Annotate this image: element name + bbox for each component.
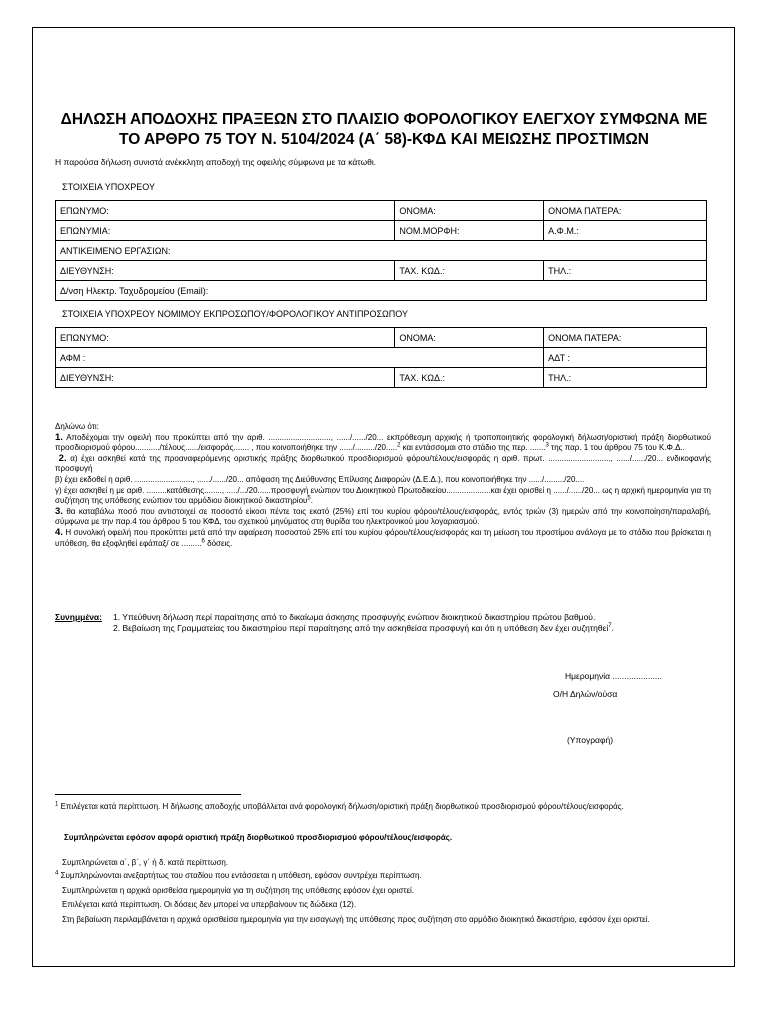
item-number: 3. <box>55 505 63 517</box>
declaration-item-3 <box>55 507 711 528</box>
footnote-4 <box>55 870 715 881</box>
attachment-text: . <box>611 623 615 633</box>
declaration-item-2c <box>55 486 711 507</box>
attachment-text: 2. Βεβαίωση της Γραμματείας του δικαστηρίου περί παραίτησης από την ασκηθείσα προσφυγή και ότι η υπόθεση δεν έχει συζητηθεί <box>113 623 609 633</box>
attachment-item <box>113 623 715 634</box>
obligor-afm-field[interactable]: Α.Φ.Μ.: <box>544 221 707 241</box>
obligor-activity-field[interactable]: ΑΝΤΙΚΕΙΜΕΝΟ ΕΡΓΑΣΙΩΝ: <box>56 241 707 261</box>
table-row <box>56 348 707 368</box>
footnote-6: Επιλέγεται κατά περίπτωση. Οι δόσεις δεν μπορεί να υπερβαίνουν τις δώδεκα (12). <box>62 900 357 909</box>
declaration-item-4 <box>55 528 711 549</box>
footnote-divider <box>55 794 241 795</box>
attachment-item: 1. Υπεύθυνη δήλωση περί παραίτησης από το δικαίωμα άσκησης προσφυγής ενώπιον διοικητικού δικαστηρίου πρώτου βαθμού. <box>113 612 596 622</box>
table-row <box>56 221 707 241</box>
footnote-number: 1 <box>55 801 59 808</box>
item-number: 4. <box>55 526 63 538</box>
rep-postcode-field[interactable]: ΤΑΧ. ΚΩΔ.: <box>395 368 544 388</box>
rep-surname-field[interactable]: ΕΠΩΝΥΜΟ: <box>56 328 395 348</box>
footnote-ref: 6 <box>201 537 205 544</box>
obligor-name-field[interactable]: ΟΝΟΜΑ: <box>395 201 544 221</box>
representative-table <box>55 327 707 388</box>
item-number: 2. <box>58 452 67 464</box>
representative-heading: ΣΤΟΙΧΕΙΑ ΥΠΟΧΡΕΟΥ ΝΟΜΙΜΟΥ ΕΚΠΡΟΣΩΠΟΥ/ΦΟΡΟΛΟΓΙΚΟΥ ΑΝΤΙΠΡΟΣΩΠΟΥ <box>62 309 408 319</box>
table-row <box>56 261 707 281</box>
footnote-text: Συμπληρώνονται ανεξαρτήτως του σταδίου που εντάσσεται η υπόθεση, εφόσον συντρέχει περίπτωση. <box>58 871 422 880</box>
declaration-heading: Δηλώνω ότι: <box>55 422 99 431</box>
table-row <box>56 241 707 261</box>
item-text: γ) έχει ασκηθεί η με αριθ. .........κατάθεσης........, ...../.../20......προσφυγή ενώπιον του Διοικητικού Πρωτοδικείου....................και έχει ορισθεί η ....../....../20... ως η αρχική ημερομηνία για τη συζήτηση της υπόθεσης ενώπιον του αρμόδιου διοικητικού δικαστηρίου <box>55 485 711 506</box>
obligor-father-field[interactable]: ΟΝΟΜΑ ΠΑΤΕΡΑ: <box>544 201 707 221</box>
obligor-table <box>55 200 707 301</box>
intro-text: Η παρούσα δήλωση συνιστά ανέκκλητη αποδοχή της οφειλής σύμφωνα με τα κάτωθι. <box>55 157 377 167</box>
table-row <box>56 201 707 221</box>
title-line-1: ΔΗΛΩΣΗ ΑΠΟΔΟΧΗΣ ΠΡΑΞΕΩΝ ΣΤΟ ΠΛΑΙΣΙΟ ΦΟΡΟΛΟΓΙΚΟΥ ΕΛΕΓΧΟΥ ΣΥΜΦΩΝΑ ΜΕ <box>60 111 708 128</box>
item-text: της παρ. 1 του άρθρου 75 του Κ.Φ.Δ.. <box>548 443 685 453</box>
document-title <box>40 110 728 150</box>
table-row <box>56 328 707 348</box>
footnote-ref: 2 <box>397 442 401 449</box>
footnote-text: Επιλέγεται κατά περίπτωση. Η δήλωσης αποδοχής υποβάλλεται ανά φορολογική δήλωση/οριστική πράξη διορθωτικού προσδιορισμού φόρου/τέλους/εισφοράς. <box>58 802 624 811</box>
declaration-section <box>55 422 711 549</box>
declarant-label: Ο/Η Δηλών/ούσα <box>553 689 618 699</box>
declaration-item-2a <box>55 454 711 475</box>
rep-address-field[interactable]: ΔΙΕΥΘΥΝΣΗ: <box>56 368 395 388</box>
footnote-7: Στη βεβαίωση περιλαμβάνεται η αρχικά ορισθείσα ημερομηνία για την εισαγωγή της υπόθεσης προς συζήτηση στο αρμόδιο διοικητικό δικαστήριο, εφόσον έχει οριστεί. <box>62 915 650 924</box>
rep-phone-field[interactable]: ΤΗΛ.: <box>544 368 707 388</box>
obligor-company-field[interactable]: ΕΠΩΝΥΜΙΑ: <box>56 221 395 241</box>
declaration-item-1 <box>55 433 711 454</box>
item-text: . <box>310 496 313 506</box>
footnote-1 <box>55 801 715 812</box>
item-text: δόσεις. <box>204 538 233 548</box>
attachments-section <box>55 612 715 634</box>
obligor-legal-form-field[interactable]: ΝΟΜ.ΜΟΡΦΗ: <box>395 221 544 241</box>
footnote-ref: 5 <box>307 495 311 502</box>
obligor-phone-field[interactable]: ΤΗΛ.: <box>544 261 707 281</box>
table-row <box>56 281 707 301</box>
attachments-label: Συνημμένα: <box>55 612 102 622</box>
item-text: θα καταβάλω ποσό που αντιστοιχεί σε ποσοστό είκοσι πέντε τοις εκατό (25%) επί του κυρίου φόρου/τέλους/εισφοράς, εντός τριών (3) ημερών από την κοινοποίηση/παραλαβή, σύμφωνα με την παρ.4 του άρθρου 5 του ΚΦΔ, του σχετικού μηνύματος στη θυρίδα του ηλεκτρονικού μου λογαριασμού. <box>55 506 711 527</box>
signature-placeholder[interactable]: (Υπογραφή) <box>567 735 614 745</box>
rep-afm-field[interactable]: ΑΦΜ : <box>56 348 544 368</box>
footnote-ref: 7 <box>608 623 612 630</box>
footnote-ref: 3 <box>545 442 549 449</box>
item-text: και εντάσσομαι στο στάδιο της περ. ....... <box>400 443 546 453</box>
date-line[interactable]: Ημερομηνία ..................... <box>565 671 663 681</box>
obligor-address-field[interactable]: ΔΙΕΥΘΥΝΣΗ: <box>56 261 395 281</box>
obligor-surname-field[interactable]: ΕΠΩΝΥΜΟ: <box>56 201 395 221</box>
item-text: α) έχει ασκηθεί κατά της προαναφερόμενης οριστικής πράξης διορθωτικού προσδιορισμού φόρου/τέλους/εισφοράς η αριθ. πρωτ. ............................, ....../....../20... ενδικοφανής προσφυγή <box>55 453 712 474</box>
obligor-heading: ΣΤΟΙΧΕΙΑ ΥΠΟΧΡΕΟΥ <box>62 182 155 192</box>
footnote-3: Συμπληρώνεται α΄, β΄, γ΄ ή δ. κατά περίπτωση. <box>62 858 229 867</box>
obligor-postcode-field[interactable]: ΤΑΧ. ΚΩΔ.: <box>395 261 544 281</box>
declaration-item-2b: β) έχει εκδοθεί η αριθ. .........................., ....../....../20... απόφαση της Διεύθυνσης Επίλυσης Διαφορών (Δ.Ε.Δ.), που κοινοποιήθηκε την ....../........./20.... <box>55 474 585 484</box>
rep-father-field[interactable]: ΟΝΟΜΑ ΠΑΤΕΡΑ: <box>544 328 707 348</box>
item-text: Αποδέχομαι την οφειλή που προκύπτει από την αριθ. ............................, ....../....../20... εκπρόθεσμη αρχικής ή τροποποιητικής φορολογική δήλωση/οριστική πράξη διορθωτικού προσδιορισμού φόρου.........../τέλους....../εισφοράς....... , που κοινοποιήθηκε την ....../........./20..... <box>55 432 711 453</box>
table-row <box>56 368 707 388</box>
footnote-5: Συμπληρώνεται η αρχικά ορισθείσα ημερομηνία για τη συζήτηση της υπόθεσης εφόσον έχει οριστεί. <box>62 886 415 895</box>
rep-adt-field[interactable]: ΑΔΤ : <box>544 348 707 368</box>
rep-name-field[interactable]: ΟΝΟΜΑ: <box>395 328 544 348</box>
obligor-email-field[interactable]: Δ/νση Ηλεκτρ. Ταχυδρομείου (Email): <box>56 281 707 301</box>
title-line-2: ΤΟ ΑΡΘΡΟ 75 ΤΟΥ Ν. 5104/2024 (Α΄ 58)-ΚΦΔ ΚΑΙ ΜΕΙΩΣΗΣ ΠΡΟΣΤΙΜΩΝ <box>119 131 649 148</box>
item-text: Η συνολική οφειλή που προκύπτει μετά από την αφαίρεση ποσοστού 25% επί του κυρίου φόρου/τέλους/εισφοράς και τη μείωση του προστίμου ανάλογα με το στάδιο που βρίσκεται η υπόθεση, θα εξοφληθεί εφάπαξ/ σε ......... <box>55 527 711 548</box>
footnote-number: 4 <box>55 870 59 877</box>
item-number: 1. <box>55 431 63 443</box>
footnote-2: Συμπληρώνεται εφόσον αφορά οριστική πράξη διορθωτικού προσδιορισμού φόρου/τέλους/εισφοράς. <box>64 833 453 842</box>
